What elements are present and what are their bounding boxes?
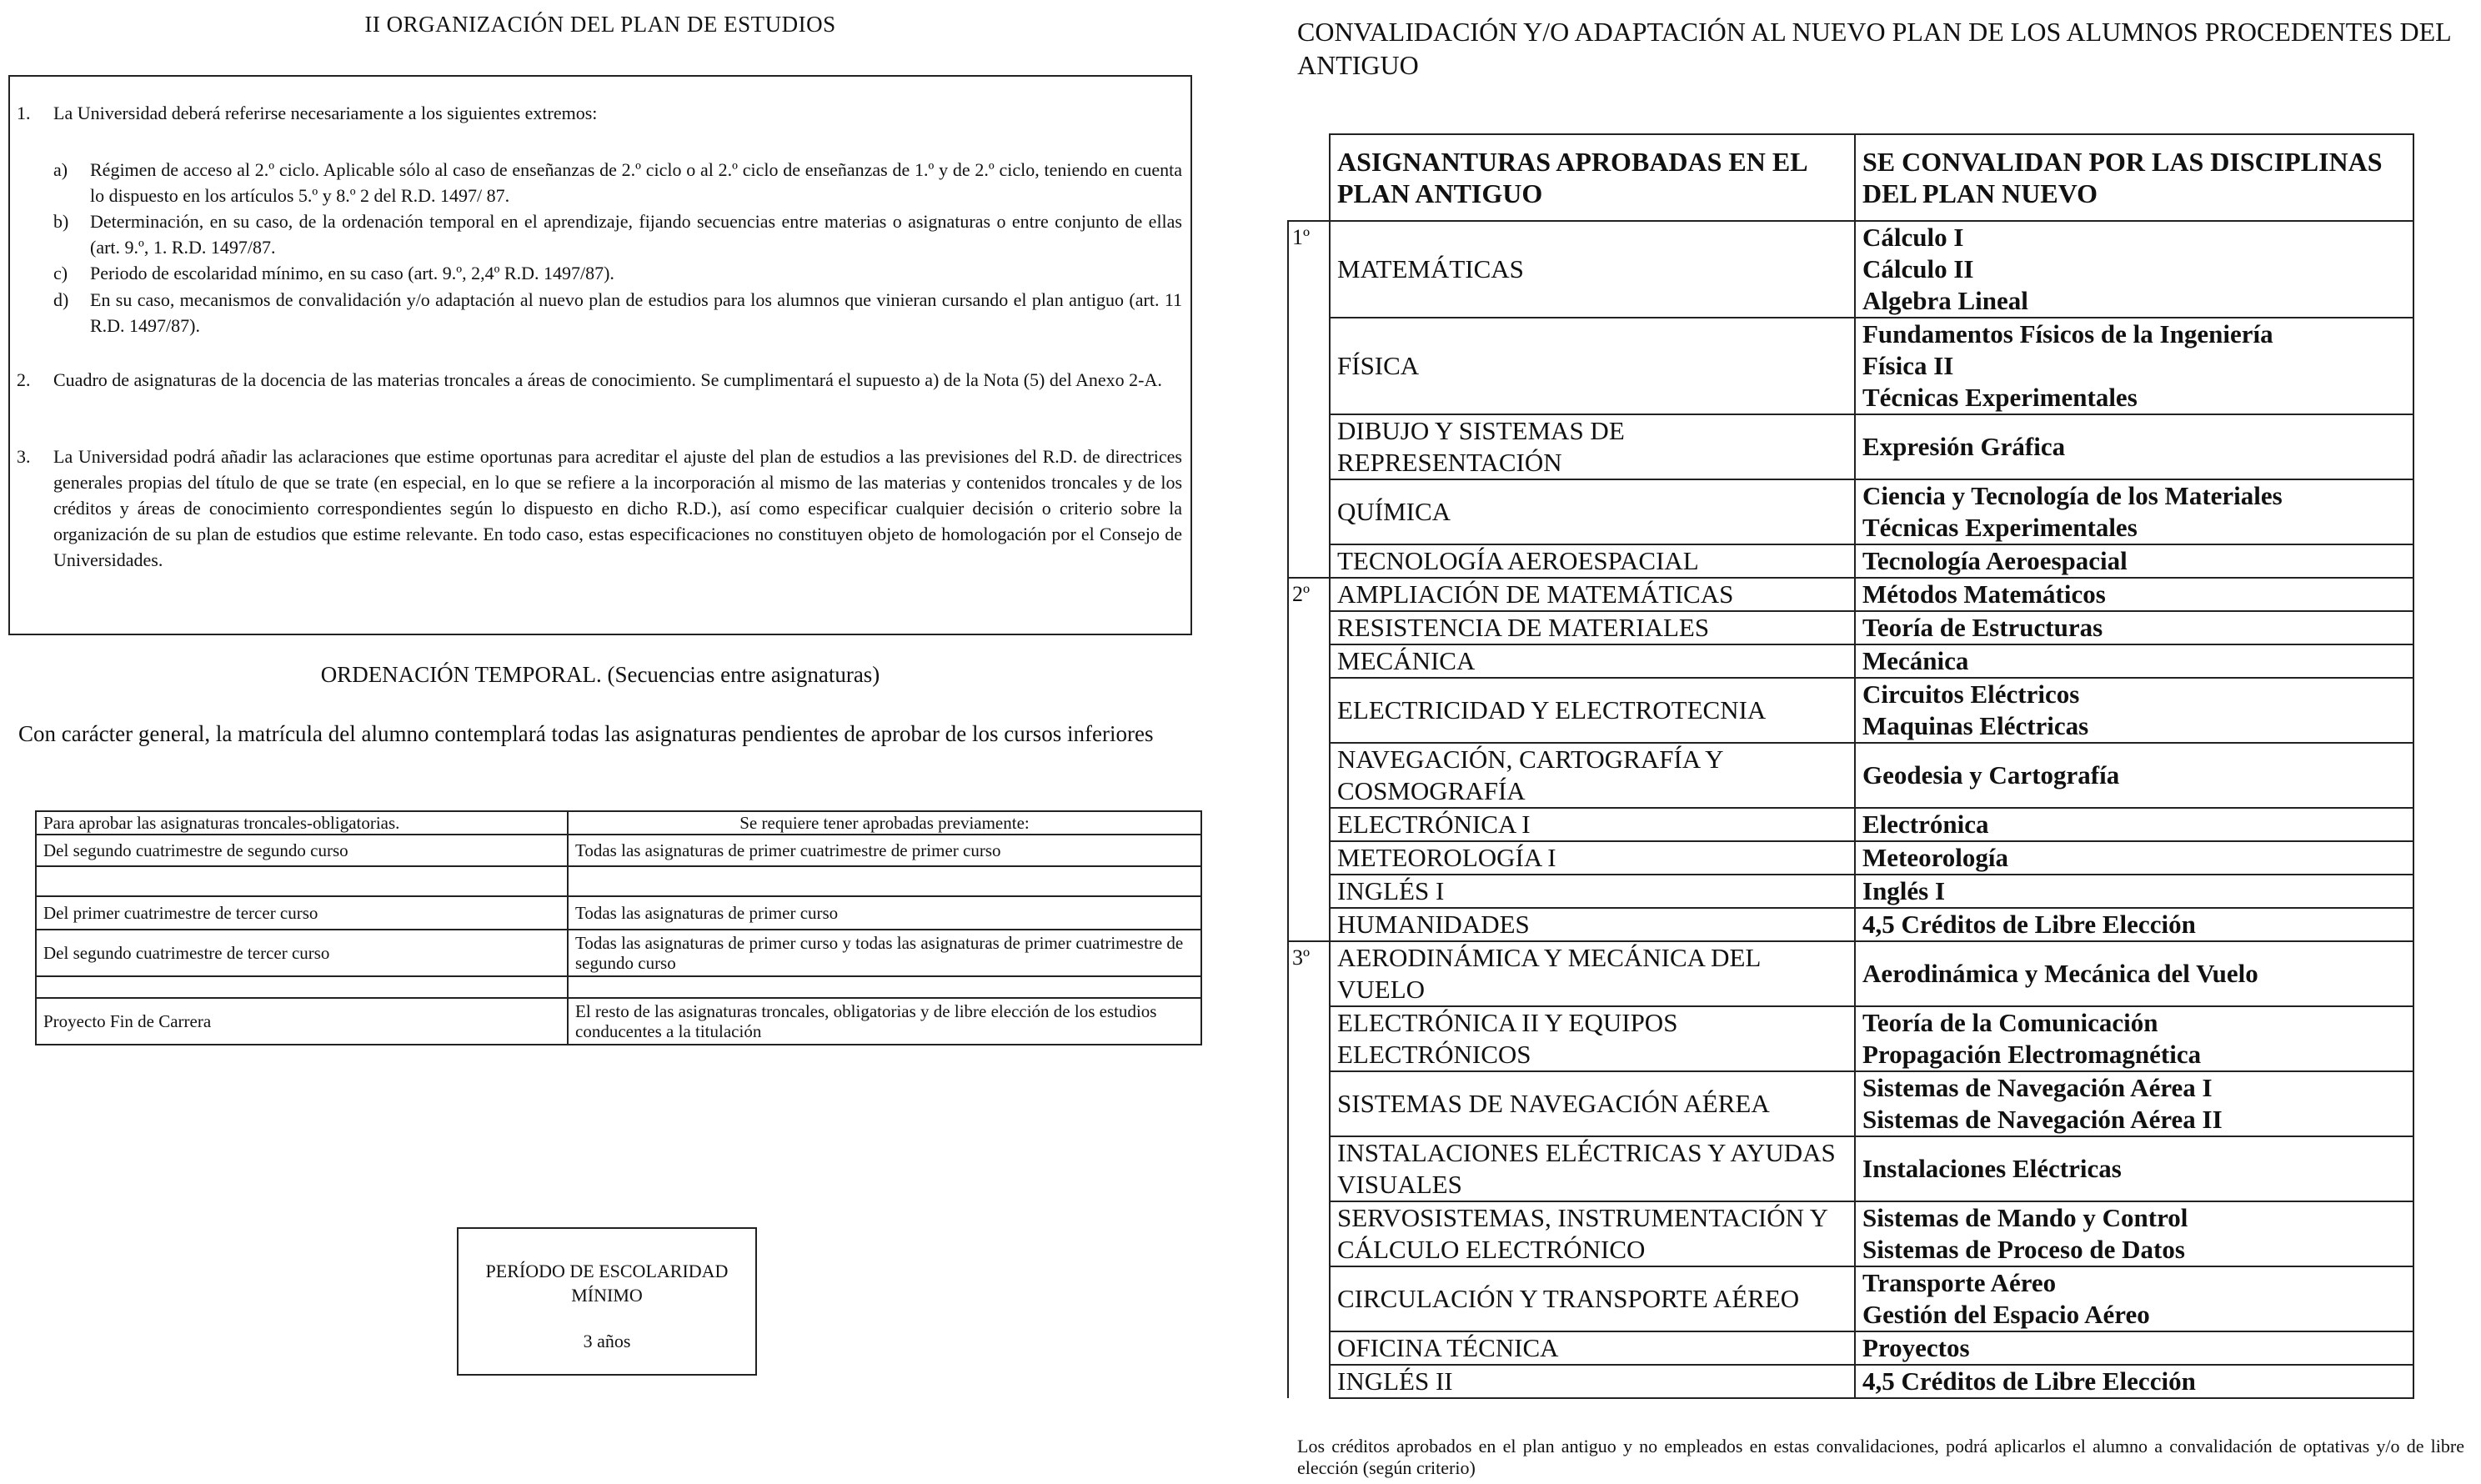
new-subjects-cell <box>1855 1331 2413 1365</box>
old-subject-cell: ELECTRICIDAD Y ELECTROTECNIA <box>1330 678 1855 743</box>
course-label: 1º <box>1288 221 1330 318</box>
new-subject: Maquinas Eléctricas <box>1862 711 2089 740</box>
old-subject-cell: ELECTRÓNICA II Y EQUIPOS ELECTRÓNICOS <box>1330 1006 1855 1071</box>
old-subject-cell: QUÍMICA <box>1330 479 1855 544</box>
new-subject: Algebra Lineal <box>1862 286 2028 315</box>
subitem-text: Determinación, en su caso, de la ordenación temporal en el aprendizaje, fijando secuencias entre materias o asignaturas o entre conjunto de ellas (art. 9.º, 1. R.D. 1497/87. <box>90 211 1182 258</box>
table-row <box>1288 1201 2413 1266</box>
convalidation-table <box>1287 133 2414 1399</box>
table-row <box>1288 941 2413 1006</box>
old-subject-cell: CIRCULACIÓN Y TRANSPORTE AÉREO <box>1330 1266 1855 1331</box>
old-subject-cell: OFICINA TÉCNICA <box>1330 1331 1855 1365</box>
new-subjects-cell <box>1855 1201 2413 1266</box>
course-label <box>1288 318 1330 414</box>
new-subjects-cell <box>1855 908 2413 941</box>
table-cell: Proyecto Fin de Carrera <box>36 998 568 1045</box>
old-subject-cell: SERVOSISTEMAS, INSTRUMENTACIÓN Y CÁLCULO ELECTRÓNICO <box>1330 1201 1855 1266</box>
course-label <box>1288 544 1330 578</box>
footnote: Los créditos aprobados en el plan antiguo y no empleados en estas convalidaciones, podrá aplicarlos el alumno a convalidación de optativas y/o de libre elección (según criterio) <box>1297 1436 2464 1478</box>
course-label <box>1288 1071 1330 1136</box>
old-subject-cell: SISTEMAS DE NAVEGACIÓN AÉREA <box>1330 1071 1855 1136</box>
new-subject: Instalaciones Eléctricas <box>1862 1154 2122 1183</box>
table-row <box>1288 1365 2413 1398</box>
table-row <box>1288 875 2413 908</box>
new-subjects-cell <box>1855 941 2413 1006</box>
new-subject: Ciencia y Tecnología de los Materiales <box>1862 481 2283 510</box>
old-subject-cell: RESISTENCIA DE MATERIALES <box>1330 611 1855 644</box>
table-row <box>1288 841 2413 875</box>
table-cell <box>36 866 568 896</box>
table-row <box>1288 678 2413 743</box>
course-label: 2º <box>1288 578 1330 611</box>
table-row <box>1288 743 2413 808</box>
new-subjects-cell <box>1855 1365 2413 1398</box>
new-subject: Sistemas de Mando y Control <box>1862 1203 2188 1232</box>
course-label: 3º <box>1288 941 1330 1006</box>
table-row <box>36 866 1201 896</box>
new-subject: Meteorología <box>1862 843 2009 872</box>
new-subjects-cell <box>1855 678 2413 743</box>
new-subject: Propagación Electromagnética <box>1862 1040 2202 1069</box>
new-subject: Técnicas Experimentales <box>1862 513 2138 542</box>
table-row <box>1288 318 2413 414</box>
ordenacion-intro: Con carácter general, la matrícula del alumno contemplará todas las asignaturas pendientes de aprobar de los cursos inferiores <box>18 721 1154 746</box>
table-row <box>36 835 1201 866</box>
table-row <box>1288 1331 2413 1365</box>
table-row <box>1288 1006 2413 1071</box>
new-subject: Circuitos Eléctricos <box>1862 679 2080 709</box>
table-cell: Todas las asignaturas de primer curso y todas las asignaturas de primer cuatrimestre de segundo curso <box>568 930 1201 976</box>
organization-requirements-box <box>8 75 1192 635</box>
course-label <box>1288 1201 1330 1266</box>
new-subjects-cell <box>1855 221 2413 318</box>
item-number: 2. <box>17 369 31 390</box>
new-subjects-cell <box>1855 318 2413 414</box>
new-subject: Proyectos <box>1862 1333 1970 1362</box>
table-cell: El resto de las asignaturas troncales, obligatorias y de libre elección de los estudios conducentes a la titulación <box>568 998 1201 1045</box>
course-label <box>1288 678 1330 743</box>
table-cell: Todas las asignaturas de primer cuatrimestre de primer curso <box>568 835 1201 866</box>
old-subject-cell: NAVEGACIÓN, CARTOGRAFÍA Y COSMOGRAFÍA <box>1330 743 1855 808</box>
ordenacion-heading: ORDENACIÓN TEMPORAL. (Secuencias entre asignaturas) <box>320 662 880 687</box>
new-subject: Sistemas de Navegación Aérea II <box>1862 1105 2223 1134</box>
new-subjects-cell <box>1855 1266 2413 1331</box>
new-plan-header: SE CONVALIDAN POR LAS DISCIPLINAS DEL PLAN NUEVO <box>1855 134 2413 221</box>
minimum-period-label-2: MÍNIMO <box>571 1285 643 1306</box>
table-row <box>1288 221 2413 318</box>
old-plan-header: ASIGNANTURAS APROBADAS EN EL PLAN ANTIGUO <box>1330 134 1855 221</box>
course-label <box>1288 479 1330 544</box>
minimum-period-box <box>457 1227 757 1376</box>
new-subject: Aerodinámica y Mecánica del Vuelo <box>1862 959 2258 988</box>
table-row <box>36 930 1201 976</box>
table-row <box>1288 1266 2413 1331</box>
minimum-period-label: PERÍODO DE ESCOLARIDAD <box>485 1261 729 1281</box>
new-subject: Inglés I <box>1862 876 1946 905</box>
table-row <box>1288 544 2413 578</box>
new-subjects-cell <box>1855 578 2413 611</box>
old-subject-cell: DIBUJO Y SISTEMAS DE REPRESENTACIÓN <box>1330 414 1855 479</box>
course-label <box>1288 1136 1330 1201</box>
subitem-label: c) <box>53 263 68 283</box>
table-cell: Del primer cuatrimestre de tercer curso <box>36 896 568 930</box>
course-label <box>1288 808 1330 841</box>
table-row <box>36 998 1201 1045</box>
old-subject-cell: AMPLIACIÓN DE MATEMÁTICAS <box>1330 578 1855 611</box>
new-subjects-cell <box>1855 544 2413 578</box>
new-subject: Expresión Gráfica <box>1862 432 2066 461</box>
convalidation-table-body <box>1288 221 2413 1398</box>
table-row <box>1288 808 2413 841</box>
old-subject-cell: FÍSICA <box>1330 318 1855 414</box>
new-subject: 4,5 Créditos de Libre Elección <box>1862 1366 2196 1396</box>
new-subject: Física II <box>1862 351 1954 380</box>
table-row <box>1288 611 2413 644</box>
table-row <box>36 896 1201 930</box>
new-subjects-cell <box>1855 611 2413 644</box>
course-label <box>1288 1006 1330 1071</box>
old-subject-cell: METEOROLOGÍA I <box>1330 841 1855 875</box>
item-text: Cuadro de asignaturas de la docencia de las materias troncales a áreas de conocimiento. Se cumplimentará el supuesto a) de la Nota (5) del Anexo 2-A. <box>53 369 1162 390</box>
item-number: 1. <box>17 103 31 123</box>
item-text: La Universidad podrá añadir las aclaraciones que estime oportunas para acreditar el ajuste del plan de estudios a las previsiones del R.D. de directrices generales propias del título de que se trate (en especial, en lo que se refiere a la incorporación al mismo de las materias y contenidos troncales y de los créditos y áreas de conocimiento correspondientes según lo dispuesto en dicho R.D.), así como especificar cualquier decisión o criterio sobre la organización de su plan de estudios que estime relevante. En todo caso, estas especificaciones no constituyen objeto de homologación por el Consejo de Universidades. <box>53 446 1182 570</box>
item-text: La Universidad deberá referirse necesariamente a los siguientes extremos: <box>53 103 598 123</box>
old-subject-cell: TECNOLOGÍA AEROESPACIAL <box>1330 544 1855 578</box>
item-number: 3. <box>17 446 31 467</box>
old-subject-cell: ELECTRÓNICA I <box>1330 808 1855 841</box>
sequence-table <box>35 810 1202 1045</box>
new-subject: Gestión del Espacio Aéreo <box>1862 1300 2150 1329</box>
table-row <box>1288 644 2413 678</box>
course-label <box>1288 875 1330 908</box>
course-label <box>1288 1266 1330 1331</box>
new-subject: Técnicas Experimentales <box>1862 383 2138 412</box>
right-page-title: CONVALIDACIÓN Y/O ADAPTACIÓN AL NUEVO PLAN DE LOS ALUMNOS PROCEDENTES DEL ANTIGUO <box>1297 17 2451 80</box>
new-subject: Sistemas de Navegación Aérea I <box>1862 1073 2213 1102</box>
old-subject-cell: INGLÉS I <box>1330 875 1855 908</box>
left-page-title: II ORGANIZACIÓN DEL PLAN DE ESTUDIOS <box>364 12 836 37</box>
new-subject: Tecnología Aeroespacial <box>1862 546 2128 575</box>
new-subject: 4,5 Créditos de Libre Elección <box>1862 910 2196 939</box>
new-subject: Electrónica <box>1862 810 1989 839</box>
course-label <box>1288 611 1330 644</box>
new-subject: Geodesia y Cartografía <box>1862 760 2120 790</box>
old-subject-cell: HUMANIDADES <box>1330 908 1855 941</box>
new-subjects-cell <box>1855 875 2413 908</box>
subitem-label: d) <box>53 289 69 310</box>
subitem-text: Régimen de acceso al 2.º ciclo. Aplicable sólo al caso de enseñanzas de 2.º ciclo o al 2.º ciclo de enseñanzas de 1.º y de 2.º ciclo, teniendo en cuenta lo dispuesto en los artículos 5.º y 8.º 2 del R.D. 1497/ 87. <box>90 159 1182 206</box>
course-label <box>1288 644 1330 678</box>
course-label <box>1288 1365 1330 1398</box>
new-subject: Cálculo II <box>1862 254 1974 283</box>
table-cell: Del segundo cuatrimestre de segundo curso <box>36 835 568 866</box>
minimum-period-value: 3 años <box>583 1331 631 1351</box>
new-subject: Teoría de la Comunicación <box>1862 1008 2158 1037</box>
old-subject-cell: INSTALACIONES ELÉCTRICAS Y AYUDAS VISUALES <box>1330 1136 1855 1201</box>
table-header-cell: Se requiere tener aprobadas previamente: <box>568 811 1201 835</box>
course-label <box>1288 1331 1330 1365</box>
new-subject: Métodos Matemáticos <box>1862 579 2106 609</box>
table-header-row <box>36 811 1201 835</box>
course-label <box>1288 908 1330 941</box>
new-subjects-cell <box>1855 841 2413 875</box>
subitem-label: b) <box>53 211 69 232</box>
course-label <box>1288 743 1330 808</box>
new-subjects-cell <box>1855 479 2413 544</box>
old-subject-cell: MECÁNICA <box>1330 644 1855 678</box>
table-cell <box>568 866 1201 896</box>
old-subject-cell: MATEMÁTICAS <box>1330 221 1855 318</box>
table-row <box>1288 578 2413 611</box>
new-subject: Transporte Aéreo <box>1862 1268 2057 1297</box>
new-subjects-cell <box>1855 1006 2413 1071</box>
table-header-row <box>1288 134 2413 221</box>
table-row <box>1288 479 2413 544</box>
new-subject: Sistemas de Proceso de Datos <box>1862 1235 2185 1264</box>
course-label <box>1288 414 1330 479</box>
table-header-cell: Para aprobar las asignaturas troncales-obligatorias. <box>36 811 568 835</box>
new-subjects-cell <box>1855 808 2413 841</box>
new-subject: Fundamentos Físicos de la Ingeniería <box>1862 319 2273 348</box>
table-row <box>1288 908 2413 941</box>
table-cell <box>568 976 1201 998</box>
new-subjects-cell <box>1855 1136 2413 1201</box>
old-subject-cell: AERODINÁMICA Y MECÁNICA DEL VUELO <box>1330 941 1855 1006</box>
table-row <box>36 976 1201 998</box>
old-subject-cell: INGLÉS II <box>1330 1365 1855 1398</box>
new-subject: Teoría de Estructuras <box>1862 613 2103 642</box>
new-subject: Mecánica <box>1862 646 1969 675</box>
new-subjects-cell <box>1855 644 2413 678</box>
new-subjects-cell <box>1855 414 2413 479</box>
new-subjects-cell <box>1855 1071 2413 1136</box>
table-row <box>1288 414 2413 479</box>
table-cell: Del segundo cuatrimestre de tercer curso <box>36 930 568 976</box>
course-label <box>1288 841 1330 875</box>
new-subject: Cálculo I <box>1862 223 1964 252</box>
table-row <box>1288 1136 2413 1201</box>
table-cell <box>36 976 568 998</box>
subitem-label: a) <box>53 159 68 180</box>
new-subjects-cell <box>1855 743 2413 808</box>
subitem-text: En su caso, mecanismos de convalidación y/o adaptación al nuevo plan de estudios para los alumnos que vinieran cursando el plan antiguo (art. 11 R.D. 1497/87). <box>90 289 1182 336</box>
table-row <box>1288 1071 2413 1136</box>
subitem-text: Periodo de escolaridad mínimo, en su caso (art. 9.º, 2,4º R.D. 1497/87). <box>90 263 614 283</box>
table-cell: Todas las asignaturas de primer curso <box>568 896 1201 930</box>
